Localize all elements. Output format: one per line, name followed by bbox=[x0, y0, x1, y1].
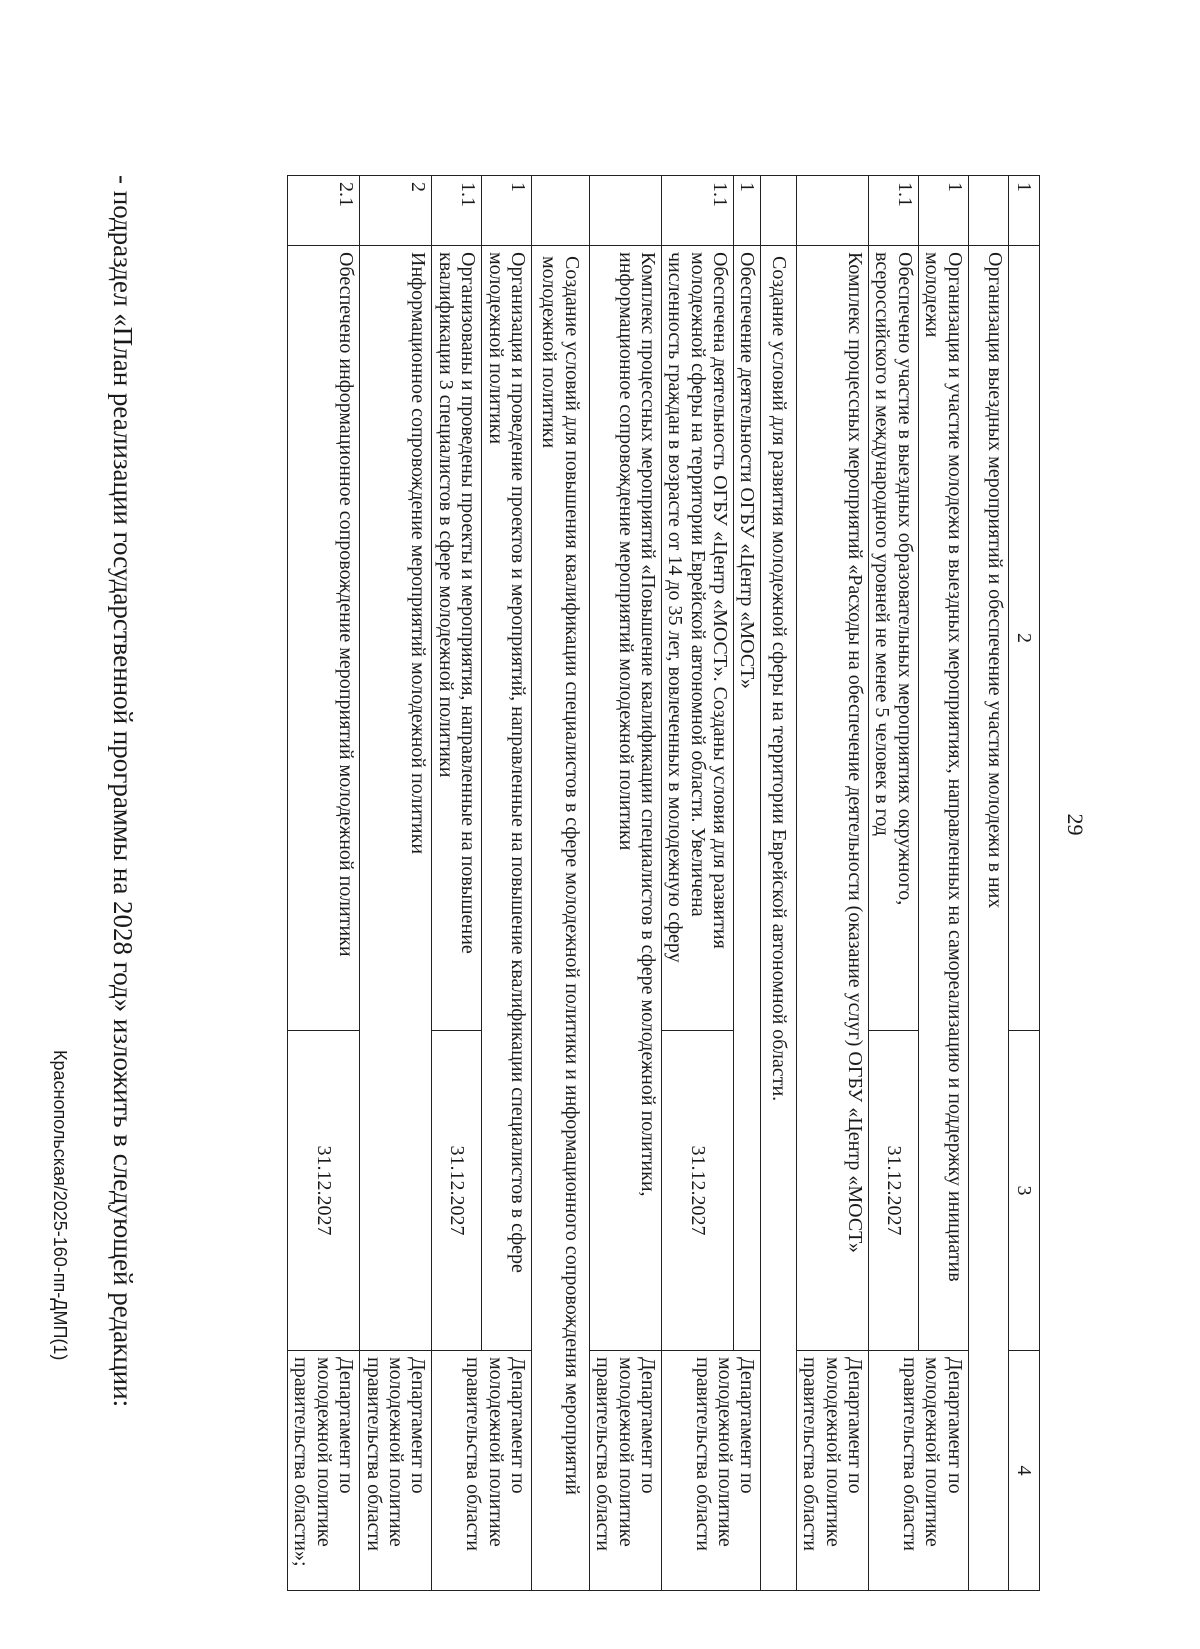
document-footer: Краснопольская/2025-160-пп-ДМП(1) bbox=[50, 1050, 70, 1361]
row-number: 2.1 bbox=[288, 176, 360, 246]
date-cell: 31.12.2027 bbox=[432, 1031, 482, 1351]
plan-table bbox=[287, 175, 1040, 1591]
row-text: Организация и участие молодежи в выездных мероприятиях, направленных на самореализацию и поддержку инициатив молодежи bbox=[918, 246, 968, 1351]
row-text: Организация и проведение проектов и мероприятий, направленные на повышение квалификации специалистов в сфере молодежной политики bbox=[482, 246, 532, 1351]
row-text: Информационное сопровождение мероприятий молодежной политики bbox=[360, 246, 432, 1351]
row-text: Создание условий для повышения квалификации специалистов в сфере молодежной политики и информационного сопровождения мероприятий молодежной политики bbox=[531, 246, 589, 1591]
date-cell: 31.12.2027 bbox=[288, 1031, 360, 1351]
table-row bbox=[968, 176, 1008, 1591]
row-number: 1 bbox=[918, 176, 968, 246]
table-row bbox=[360, 176, 432, 1591]
responsible-cell: Департамент по молодежной политике правительства области bbox=[360, 1351, 432, 1591]
table-row bbox=[796, 176, 868, 1591]
responsible-cell: Департамент по молодежной политике правительства области bbox=[432, 1351, 532, 1591]
row-number: 2 bbox=[360, 176, 432, 246]
row-number: 1.1 bbox=[661, 176, 733, 246]
closing-note: - подраздел «План реализации государственной программы на 2028 год» изложить в следующей редакции: bbox=[108, 175, 138, 1408]
row-number: 1 bbox=[482, 176, 532, 246]
row-text: Обеспечено участие в выездных образовательных мероприятиях окружного, всероссийского и международного уровней не менее 5 человек в год bbox=[869, 246, 919, 1031]
row-text: Обеспечение деятельности ОГБУ «Центр «МОСТ» bbox=[734, 246, 761, 1351]
table-row bbox=[761, 176, 796, 1591]
header-cell: 1 bbox=[1008, 176, 1039, 246]
header-cell: 4 bbox=[1008, 1351, 1039, 1591]
table-row bbox=[531, 176, 589, 1591]
row-text: Комплекс процессных мероприятий «Расходы на обеспечение деятельности (оказание услуг) ОГБУ «Центр «МОСТ» bbox=[796, 246, 868, 1351]
table-row bbox=[482, 176, 532, 1591]
header-cell: 3 bbox=[1008, 1031, 1039, 1351]
responsible-cell: Департамент по молодежной политике правительства области bbox=[589, 1351, 661, 1591]
date-cell: 31.12.2027 bbox=[869, 1031, 919, 1351]
table-header-row bbox=[1008, 176, 1039, 1591]
table-row bbox=[918, 176, 968, 1591]
row-text: Обеспечено информационное сопровождение мероприятий молодежной политики bbox=[288, 246, 360, 1031]
row-text: Создание условий для развития молодежной сферы на территории Еврейской автономной области. bbox=[761, 246, 796, 1591]
table-row bbox=[288, 176, 360, 1591]
row-text: Комплекс процессных мероприятий «Повышение квалификации специалистов в сфере молодежной политики, информационное сопровождение мероприятий молодежной политики bbox=[589, 246, 661, 1351]
row-text: Организация выездных мероприятий и обеспечение участия молодежи в них bbox=[968, 246, 1008, 1591]
table-row bbox=[734, 176, 761, 1591]
row-number: 1.1 bbox=[432, 176, 482, 246]
responsible-cell: Департамент по молодежной политике правительства области»; bbox=[288, 1351, 360, 1591]
row-number: 1 bbox=[734, 176, 761, 246]
row-text: Организованы и проведены проекты и мероприятия, направленные на повышение квалификации 3 специалистов в сфере молодежной политики bbox=[432, 246, 482, 1031]
row-number: 1.1 bbox=[869, 176, 919, 246]
responsible-cell: Департамент по молодежной политике правительства области bbox=[661, 1351, 761, 1591]
row-text: Обеспечена деятельность ОГБУ «Центр «МОСТ». Созданы условия для развития молодежной сферы на территории Еврейской автономной области. Увеличена численность граждан в возрасте от 14 до 35 лет, вовлеченных в молодежную сферу bbox=[661, 246, 733, 1031]
responsible-cell: Департамент по молодежной политике правительства области bbox=[796, 1351, 868, 1591]
date-cell: 31.12.2027 bbox=[661, 1031, 733, 1351]
header-cell: 2 bbox=[1008, 246, 1039, 1031]
responsible-cell: Департамент по молодежной политике правительства области bbox=[869, 1351, 969, 1591]
table-row bbox=[589, 176, 661, 1591]
page-number: 29 bbox=[1063, 813, 1088, 836]
